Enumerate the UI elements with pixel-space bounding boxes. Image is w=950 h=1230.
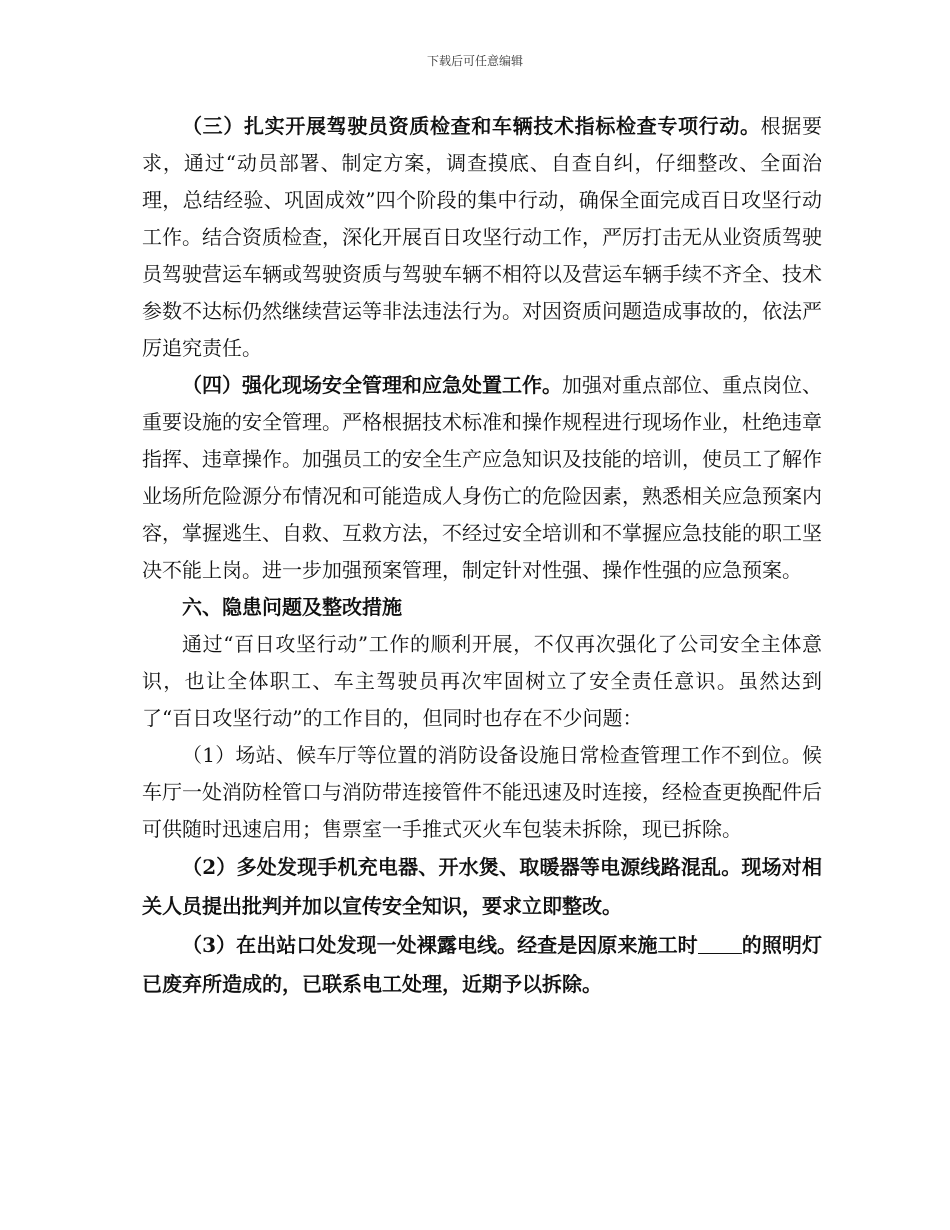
- page-header: 下载后可任意编辑: [426, 54, 523, 68]
- paragraph-qualification-check: [142, 108, 822, 367]
- list-item-fire-equipment: （1）场站、候车厅等位置的消防设备设施日常检查管理工作不到位。候车厅一处消防栓管口与消防带连接管件不能迅速及时连接，经检查更换配件后可供随时迅速启用；售票室一手推式灭火车包装未拆除，现已拆除。: [142, 743, 822, 841]
- list-item-exposed-wire: [142, 926, 822, 1004]
- paragraph-site-safety: [142, 367, 822, 589]
- heading-qualification-check: （三）扎实开展驾驶员资质检查和车辆技术指标检查专项行动。: [182, 114, 761, 138]
- heading-site-safety: （四）强化现场安全管理和应急处置工作。: [182, 373, 562, 397]
- list-item-power-cables: （2）多处发现手机充电器、开水煲、取暖器等电源线路混乱。现场对相关人员提出批判并加以宣传安全知识，要求立即整改。: [142, 855, 822, 918]
- section-heading-hazards: 六、隐患问题及整改措施: [182, 595, 402, 619]
- text-exposed-wire-after: 的照明灯已废弃所造成的，已联系电工处理，近期予以拆除。: [142, 933, 822, 996]
- text-site-safety: 加强对重点部位、重点岗位、重要设施的安全管理。严格根据技术标准和操作规程进行现场作业，杜绝违章指挥、违章操作。加强员工的安全生产应急知识及技能的培训，使员工了解作业场所危险源分布情况和可能造成人身伤亡的危险因素，熟悉相关应急预案内容，掌握逃生、自救、互救方法，不经过安全培训和不掌握应急技能的职工坚决不能上岗。进一步加强预案管理，制定针对性强、操作性强的应急预案。: [142, 373, 822, 582]
- blank-underline: [698, 933, 742, 954]
- text-exposed-wire-before: （3）在出站口处发现一处裸露电线。经查是因原来施工时: [182, 933, 698, 957]
- paragraph-hazards-intro: 通过“百日攻坚行动”工作的顺利开展，不仅再次强化了公司安全主体意识，也让全体职工、车主驾驶员再次牢固树立了安全责任意识。虽然达到了“百日攻坚行动”的工作目的，但同时也存在不少问题：: [142, 632, 822, 730]
- text-qualification-check: 根据要求，通过“动员部署、制定方案，调查摸底、自查自纠，仔细整改、全面治理，总结经验、巩固成效”四个阶段的集中行动，确保全面完成百日攻坚行动工作。结合资质检查，深化开展百日攻坚行动工作，严厉打击无从业资质驾驶员驾驶营运车辆或驾驶资质与驾驶车辆不相符以及营运车辆手续不齐全、技术参数不达标仍然继续营运等非法违法行为。对因资质问题造成事故的，依法严厉追究责任。: [142, 114, 823, 360]
- document-body: [142, 108, 822, 1004]
